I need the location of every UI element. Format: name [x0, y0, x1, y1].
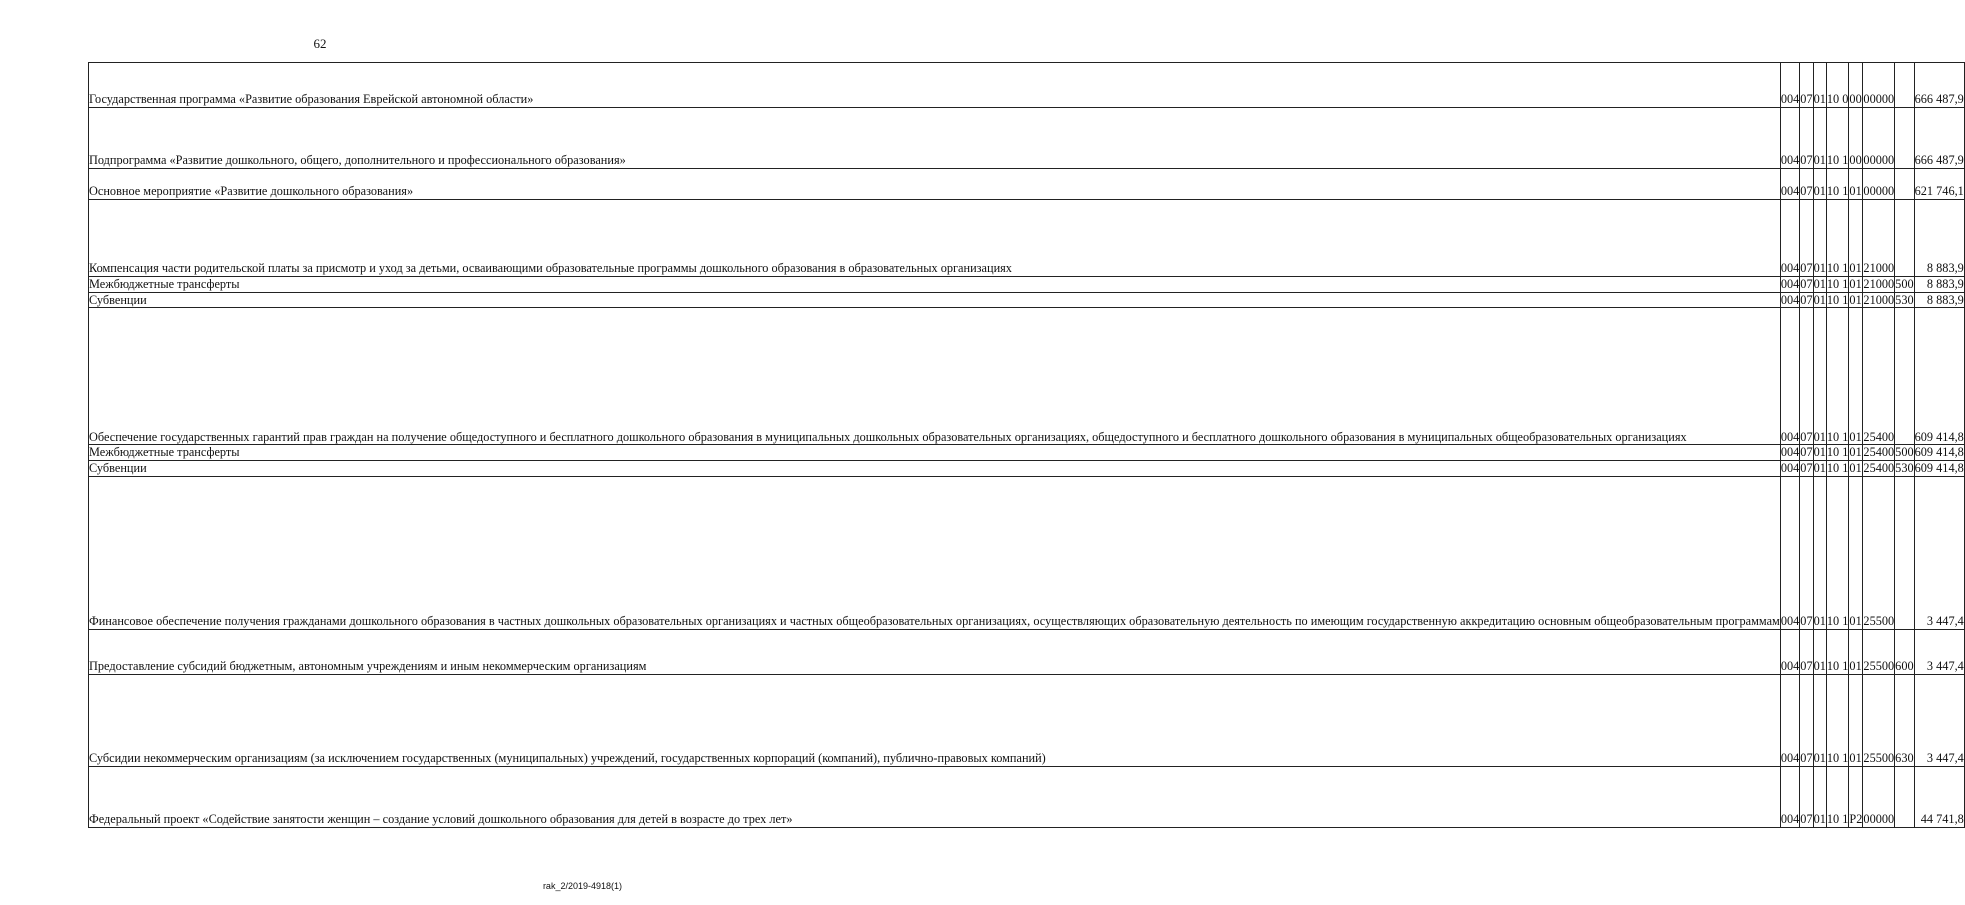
- row-name-cell: Финансовое обеспечение получения гражданами дошкольного образования в частных дошкольных образовательных организациях и частных общеобразовательных организациях, осуществляющих образовательную деятельность по имеющим государственную аккредитацию основным общеобразовательным программам: [89, 476, 1781, 629]
- event-code-cell: 01: [1849, 292, 1862, 307]
- table-row: [89, 292, 1965, 308]
- admin-code-cell: 004: [1780, 461, 1800, 476]
- direction-code-cell: 21000: [1863, 292, 1895, 307]
- subsection-code-cell: 01: [1813, 277, 1826, 291]
- section-code-cell: 07: [1800, 629, 1813, 674]
- amount-cell: 3 447,4: [1914, 629, 1964, 674]
- admin-code-cell: 004: [1780, 476, 1799, 629]
- row-name-cell: Предоставление субсидий бюджетным, автономным учреждениям и иным некоммерческим организациям: [89, 629, 1781, 674]
- expense-type-code-cell: 600: [1895, 629, 1914, 674]
- amount-cell: 8 883,9: [1914, 292, 1964, 308]
- event-code-cell: 01: [1849, 461, 1862, 476]
- admin-code-cell: 004: [1780, 308, 1799, 445]
- event-code-cell: 01: [1849, 169, 1863, 200]
- expense-type-code-cell: 530: [1895, 292, 1914, 307]
- row-name-cell: Компенсация части родительской платы за присмотр и уход за детьми, осваивающими образовательные программы дошкольного образования в образовательных организациях: [89, 200, 1781, 277]
- expense-type-code-cell: [1895, 108, 1914, 169]
- subsection-code-cell: 01: [1813, 169, 1826, 200]
- table-row: [89, 629, 1965, 674]
- program-code-cell: 10 1: [1826, 200, 1849, 277]
- event-code-cell: 00: [1849, 108, 1863, 169]
- page-number: 62: [313, 36, 327, 51]
- table-row: [89, 461, 1965, 477]
- expense-type-code-cell: 500: [1895, 445, 1914, 460]
- section-code-cell: 07: [1800, 308, 1813, 445]
- admin-code-cell: 004: [1780, 629, 1799, 674]
- direction-code-cell: 00000: [1863, 63, 1895, 108]
- subsection-code-cell: 01: [1813, 63, 1826, 108]
- direction-code-cell: 00000: [1863, 108, 1895, 169]
- program-code-cell: 10 1: [1826, 292, 1849, 307]
- amount-cell: 3 447,4: [1914, 476, 1964, 629]
- program-code-cell: 10 1: [1826, 629, 1849, 674]
- section-code-cell: 07: [1800, 169, 1813, 200]
- expense-type-code-cell: [1895, 766, 1914, 827]
- subsection-code-cell: 01: [1813, 292, 1826, 307]
- section-code-cell: 07: [1800, 445, 1813, 460]
- row-name-cell: Подпрограмма «Развитие дошкольного, общего, дополнительного и профессионального образования»: [89, 108, 1781, 169]
- amount-cell: 621 746,1: [1914, 169, 1964, 200]
- amount-cell: 666 487,9: [1914, 108, 1964, 169]
- event-code-cell: P2: [1849, 766, 1863, 827]
- direction-code-cell: 00000: [1863, 766, 1895, 827]
- section-code-cell: 07: [1800, 108, 1813, 169]
- amount-cell: 609 414,8: [1914, 308, 1964, 445]
- amount-cell: 3 447,4: [1914, 674, 1964, 766]
- amount-cell: 666 487,9: [1914, 63, 1964, 108]
- admin-code-cell: 004: [1780, 108, 1799, 169]
- admin-code-cell: 004: [1780, 200, 1799, 277]
- program-code-cell: 10 1: [1826, 108, 1849, 169]
- amount-cell: 8 883,9: [1914, 277, 1964, 293]
- direction-code-cell: 25500: [1863, 476, 1895, 629]
- direction-code-cell: 00000: [1863, 169, 1895, 200]
- amount-cell: 44 741,8: [1914, 766, 1964, 827]
- subsection-code-cell: 01: [1813, 766, 1826, 827]
- row-name-cell: Субсидии некоммерческим организациям (за исключением государственных (муниципальных) учреждений, государственных корпораций (компаний), публично-правовых компаний): [89, 674, 1781, 766]
- document-footer-code: rak_2/2019-4918(1): [542, 881, 622, 891]
- direction-code-cell: 25400: [1863, 445, 1895, 460]
- table-row: [89, 766, 1965, 827]
- event-code-cell: 01: [1849, 674, 1863, 766]
- expense-type-code-cell: [1895, 63, 1914, 108]
- table-row: [89, 169, 1965, 200]
- table-row: [89, 674, 1965, 766]
- subsection-code-cell: 01: [1813, 108, 1826, 169]
- program-code-cell: 10 1: [1826, 445, 1849, 460]
- amount-cell: 609 414,8: [1914, 445, 1964, 460]
- subsection-code-cell: 01: [1813, 308, 1826, 445]
- subsection-code-cell: 01: [1813, 200, 1826, 277]
- row-name-cell: Субвенции: [89, 292, 1781, 308]
- event-code-cell: 01: [1849, 629, 1863, 674]
- expense-type-code-cell: [1895, 200, 1914, 277]
- expense-type-code-cell: 630: [1895, 674, 1914, 766]
- program-code-cell: 10 1: [1826, 277, 1849, 291]
- expense-type-code-cell: 500: [1895, 277, 1914, 291]
- event-code-cell: 01: [1849, 308, 1863, 445]
- expense-type-code-cell: [1895, 169, 1914, 200]
- direction-code-cell: 21000: [1863, 277, 1895, 291]
- row-name-cell: Межбюджетные трансферты: [89, 445, 1781, 461]
- event-code-cell: 01: [1849, 277, 1862, 291]
- table-row: [89, 445, 1965, 461]
- section-code-cell: 07: [1800, 200, 1813, 277]
- row-name-cell: Федеральный проект «Содействие занятости женщин – создание условий дошкольного образования для детей в возрасте до трех лет»: [89, 766, 1781, 827]
- section-code-cell: 07: [1800, 766, 1813, 827]
- section-code-cell: 07: [1800, 674, 1813, 766]
- program-code-cell: 10 1: [1826, 308, 1849, 445]
- direction-code-cell: 25400: [1863, 308, 1895, 445]
- table-row: [89, 63, 1965, 108]
- table-body: [89, 63, 1965, 828]
- section-code-cell: 07: [1800, 461, 1813, 476]
- row-name-cell: Основное мероприятие «Развитие дошкольного образования»: [89, 169, 1781, 200]
- admin-code-cell: 004: [1780, 445, 1800, 460]
- direction-code-cell: 21000: [1863, 200, 1895, 277]
- row-name-cell: Государственная программа «Развитие образования Еврейской автономной области»: [89, 63, 1781, 108]
- budget-table: [88, 62, 1965, 828]
- event-code-cell: 01: [1849, 200, 1863, 277]
- subsection-code-cell: 01: [1813, 674, 1826, 766]
- direction-code-cell: 25400: [1863, 461, 1895, 476]
- admin-code-cell: 004: [1780, 63, 1799, 108]
- row-name-cell: Субвенции: [89, 461, 1781, 477]
- admin-code-cell: 004: [1780, 169, 1799, 200]
- amount-cell: 609 414,8: [1914, 461, 1964, 476]
- program-code-cell: 10 1: [1826, 169, 1849, 200]
- admin-code-cell: 004: [1780, 292, 1800, 307]
- row-name-cell: Межбюджетные трансферты: [89, 277, 1781, 293]
- program-code-cell: 10 1: [1826, 766, 1849, 827]
- direction-code-cell: 25500: [1863, 629, 1895, 674]
- direction-code-cell: 25500: [1863, 674, 1895, 766]
- table-row: [89, 200, 1965, 277]
- subsection-code-cell: 01: [1813, 445, 1826, 460]
- section-code-cell: 07: [1800, 476, 1813, 629]
- program-code-cell: 10 1: [1826, 476, 1849, 629]
- subsection-code-cell: 01: [1813, 476, 1826, 629]
- event-code-cell: 00: [1849, 63, 1863, 108]
- table-row: [89, 308, 1965, 445]
- program-code-cell: 10 1: [1826, 674, 1849, 766]
- section-code-cell: 07: [1800, 63, 1813, 108]
- expense-type-code-cell: 530: [1895, 461, 1914, 476]
- expense-type-code-cell: [1895, 476, 1914, 629]
- program-code-cell: 10 0: [1826, 63, 1849, 108]
- admin-code-cell: 004: [1780, 766, 1799, 827]
- event-code-cell: 01: [1849, 476, 1863, 629]
- section-code-cell: 07: [1800, 277, 1813, 291]
- amount-cell: 8 883,9: [1914, 200, 1964, 277]
- table-row: [89, 476, 1965, 629]
- admin-code-cell: 004: [1780, 277, 1800, 291]
- event-code-cell: 01: [1849, 445, 1862, 460]
- admin-code-cell: 004: [1780, 674, 1799, 766]
- subsection-code-cell: 01: [1813, 629, 1826, 674]
- table-row: [89, 277, 1965, 293]
- section-code-cell: 07: [1800, 292, 1813, 307]
- row-name-cell: Обеспечение государственных гарантий прав граждан на получение общедоступного и бесплатного дошкольного образования в муниципальных дошкольных образовательных организациях, общедоступного и бесплатного дошкольного образования в муниципальных общеобразовательных организациях: [89, 308, 1781, 445]
- subsection-code-cell: 01: [1813, 461, 1826, 476]
- table-row: [89, 108, 1965, 169]
- expense-type-code-cell: [1895, 308, 1914, 445]
- program-code-cell: 10 1: [1826, 461, 1849, 476]
